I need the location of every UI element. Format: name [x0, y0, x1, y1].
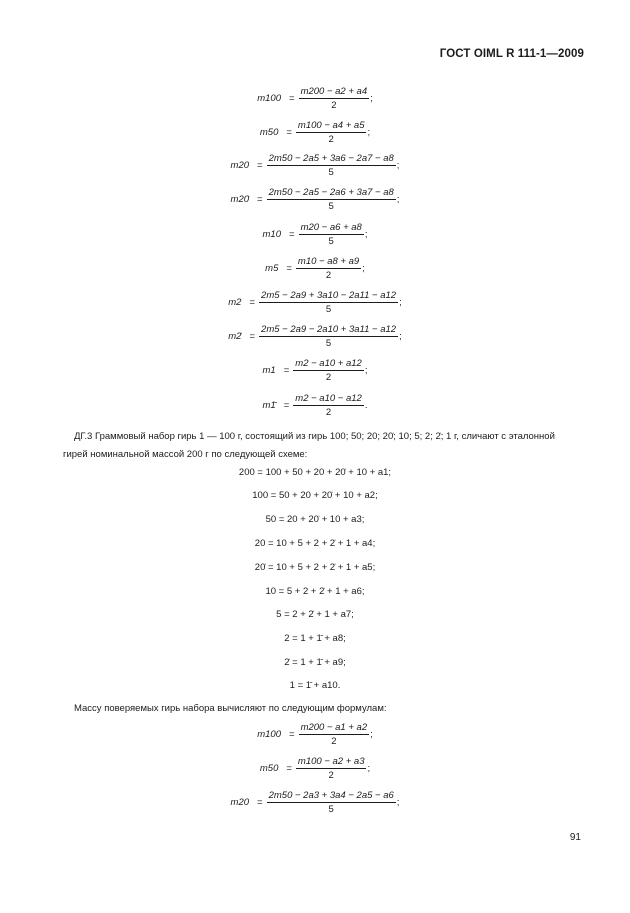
- scheme-line: 2 = 1 + 1̄ + a8;: [284, 633, 346, 644]
- fraction-numerator: 2m50 − 2a3 + 3a4 − 2a5 − a6: [268, 790, 394, 801]
- scheme-line: 2̇ = 1 + 1̄ + a9;: [284, 657, 346, 668]
- fraction-denominator: 5: [328, 201, 334, 212]
- equals-sign: =: [289, 729, 295, 740]
- fraction: [299, 222, 364, 247]
- formula-row: [0, 722, 630, 747]
- formula-terminator: ;: [370, 93, 373, 104]
- paragraph-dg3-line1: ДГ.3 Граммовый набор гирь 1 — 100 г, состоящий из гирь 100; 50; 20; 20̇; 10; 5; 2; 2̇; 1 г, сличают с эталонной: [74, 431, 555, 442]
- formula-lhs: m20: [230, 160, 250, 171]
- formula-terminator: ;: [396, 160, 400, 171]
- equals-sign: =: [289, 229, 295, 240]
- fraction-numerator: m20 − a6 + a8: [300, 222, 362, 233]
- formula-row: [0, 222, 630, 247]
- paragraph-mass: Массу поверяемых гирь набора вычисляют по следующим формулам:: [74, 703, 387, 714]
- fraction: [259, 324, 398, 349]
- formula-lhs: m20̇: [230, 194, 250, 205]
- fraction: [293, 393, 364, 418]
- fraction: [299, 86, 370, 111]
- fraction-denominator: 5: [325, 304, 332, 315]
- equals-sign: =: [257, 160, 263, 171]
- equals-sign: =: [283, 400, 290, 411]
- fraction-numerator: 2m50 − 2a5 − 2a6 + 3a7 − a8: [268, 187, 394, 198]
- fraction: [293, 358, 364, 383]
- formula-row: [0, 153, 630, 178]
- fraction-denominator: 2: [328, 770, 334, 781]
- formula-terminator: ;: [367, 127, 371, 138]
- equals-sign: =: [283, 365, 290, 376]
- fraction: [296, 256, 361, 281]
- document-header: ГОСТ OIML R 111-1—2009: [439, 48, 584, 60]
- formula-lhs: m50: [259, 763, 279, 774]
- equals-sign: =: [286, 127, 292, 138]
- fraction-numerator: 2m5 − 2a9 + 3a10 − 2a11 − a12: [261, 290, 397, 301]
- scheme-line: 20 = 10 + 5 + 2 + 2̇ + 1 + a4;: [254, 538, 376, 549]
- fraction: [296, 120, 367, 145]
- formula-lhs: m2̇: [228, 331, 242, 342]
- formula-lhs: m5: [265, 263, 279, 274]
- scheme-line: 50 = 20 + 20̇ + 10 + a3;: [265, 514, 365, 525]
- scheme-line: 5 = 2 + 2̇ + 1 + a7;: [276, 609, 354, 620]
- scheme-line: 10 = 5 + 2 + 2̇ + 1 + a6;: [265, 586, 365, 597]
- paragraph-dg3-line2: гирей номинальной массой 200 г по следующей схеме:: [63, 449, 308, 460]
- page-number: 91: [569, 832, 581, 843]
- formula-terminator: ;: [364, 365, 368, 376]
- formula-lhs: m100: [257, 93, 281, 104]
- equals-sign: =: [286, 263, 292, 274]
- equals-sign: =: [257, 797, 263, 808]
- fraction-denominator: 2: [325, 372, 332, 383]
- fraction-numerator: m100 − a4 + a5: [297, 120, 365, 131]
- fraction: [259, 290, 398, 315]
- scheme-line: 1 = 1̄ + a10.: [289, 680, 341, 691]
- fraction-numerator: 2m5 − 2a9 − 2a10 + 3a11 − a12: [261, 324, 397, 335]
- equals-sign: =: [257, 194, 263, 205]
- fraction-numerator: m200 − a1 + a2: [300, 722, 368, 733]
- equals-sign: =: [289, 93, 295, 104]
- fraction-denominator: 2: [325, 407, 332, 418]
- fraction: [267, 153, 396, 178]
- equals-sign: =: [249, 297, 256, 308]
- fraction: [267, 790, 396, 815]
- formula-lhs: m50: [259, 127, 279, 138]
- formula-lhs: m20: [230, 797, 250, 808]
- formula-row: [0, 393, 630, 418]
- formula-terminator: ;: [399, 331, 402, 342]
- formula-lhs: m1̄: [262, 400, 276, 411]
- formula-terminator: ;: [396, 194, 400, 205]
- equals-sign: =: [249, 331, 256, 342]
- fraction-denominator: 2: [328, 134, 334, 145]
- formula-lhs: m10: [262, 229, 281, 240]
- fraction-denominator: 5: [328, 167, 334, 178]
- fraction-denominator: 2: [331, 100, 337, 111]
- formula-terminator: ;: [367, 763, 371, 774]
- fraction-numerator: m100 − a2 + a3: [297, 756, 365, 767]
- fraction-numerator: m2 − a10 + a12: [295, 358, 362, 369]
- formula-row: [0, 324, 630, 349]
- formula-terminator: .: [364, 400, 368, 411]
- fraction-denominator: 5: [328, 804, 334, 815]
- fraction-denominator: 5: [328, 236, 334, 247]
- formula-terminator: ;: [364, 229, 368, 240]
- formula-terminator: ;: [362, 263, 365, 274]
- formula-lhs: m2: [228, 297, 242, 308]
- formula-lhs: m100: [257, 729, 281, 740]
- formula-row: [0, 790, 630, 815]
- formula-row: [0, 86, 630, 111]
- scheme-line: 100 = 50 + 20 + 20̇ + 10 + a2;: [252, 490, 378, 501]
- formula-row: [0, 358, 630, 383]
- formula-row: [0, 256, 630, 281]
- fraction-numerator: m200 − a2 + a4: [300, 86, 368, 97]
- scheme-line: 200 = 100 + 50 + 20 + 20̇ + 10 + a1;: [238, 467, 392, 478]
- formula-row: [0, 756, 630, 781]
- fraction: [299, 722, 370, 747]
- fraction-denominator: 2: [331, 736, 337, 747]
- fraction-denominator: 5: [325, 338, 332, 349]
- fraction-numerator: 2m50 − 2a5 + 3a6 − 2a7 − a8: [268, 153, 394, 164]
- formula-terminator: ;: [399, 297, 402, 308]
- formula-row: [0, 120, 630, 145]
- fraction: [267, 187, 396, 212]
- equals-sign: =: [286, 763, 292, 774]
- formula-terminator: ;: [396, 797, 400, 808]
- fraction: [296, 756, 367, 781]
- formula-terminator: ;: [370, 729, 373, 740]
- formula-row: [0, 290, 630, 315]
- fraction-numerator: m2 − a10 − a12: [295, 393, 362, 404]
- formula-lhs: m1: [262, 365, 276, 376]
- formula-row: [0, 187, 630, 212]
- fraction-denominator: 2: [325, 270, 332, 281]
- scheme-line: 20̇ = 10 + 5 + 2 + 2̇ + 1 + a5;: [254, 562, 376, 573]
- fraction-numerator: m10 − a8 + a9: [297, 256, 360, 267]
